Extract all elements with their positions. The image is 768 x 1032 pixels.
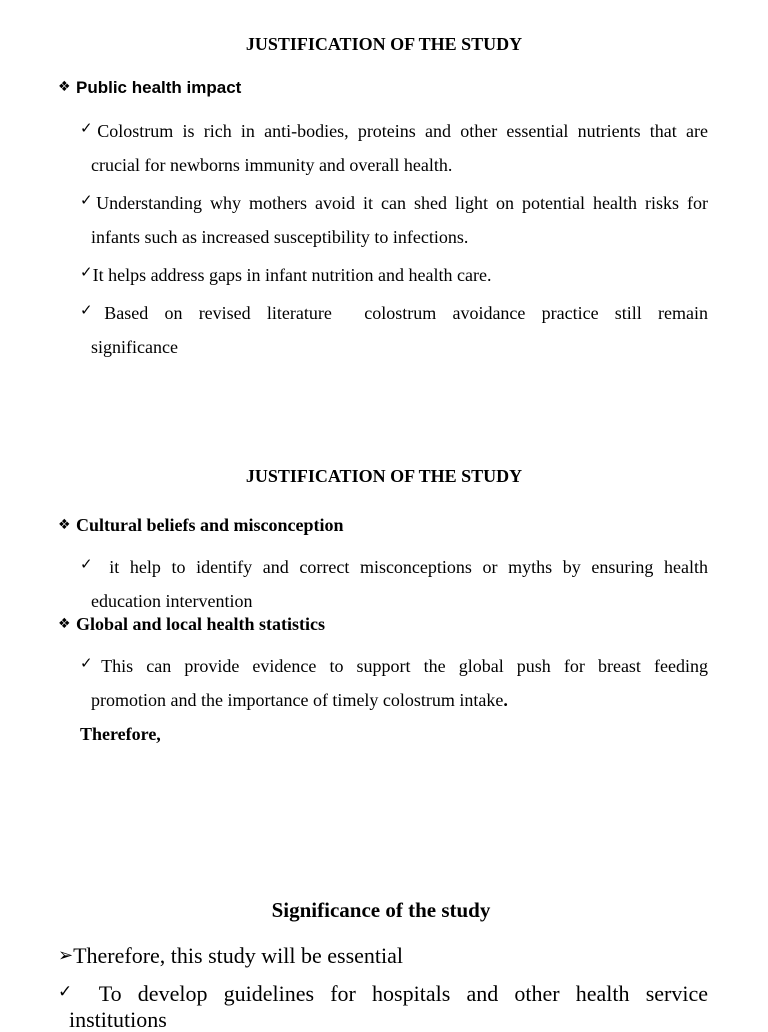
list-item [80, 293, 708, 364]
item-text-continued: significance [91, 337, 178, 357]
check-icon: ✓ [80, 263, 93, 281]
heading-label: Global and local health statistics [76, 614, 326, 634]
section1-heading [58, 78, 241, 98]
diamond-bullet-icon: ❖ [58, 616, 71, 632]
list-item [80, 183, 708, 254]
heading-label: Public health impact [76, 78, 242, 97]
list-item [80, 547, 708, 618]
section1-title: JUSTIFICATION OF THE STUDY [245, 34, 523, 54]
significance-title: Significance of the study [271, 898, 491, 922]
item-text: Colostrum is rich in anti-bodies, proteins and other essential nutrients that are [97, 121, 708, 141]
item-text: This can provide evidence to support the global push for breast feeding [101, 656, 708, 676]
item-text-continued: education intervention [91, 591, 253, 611]
diamond-bullet-icon: ❖ [58, 79, 71, 95]
item-text-continued: institutions [69, 1007, 167, 1032]
lead-text: Therefore, this study will be essential [73, 943, 404, 968]
item-text: To develop guidelines for hospitals and other health service [82, 981, 709, 1006]
list-item [80, 111, 708, 182]
item-text: Understanding why mothers avoid it can shed light on potential health risks for [96, 193, 708, 213]
therefore-label: Therefore, [80, 724, 161, 744]
section2-heading-cultural [58, 515, 344, 536]
list-item [80, 646, 708, 717]
significance-lead [58, 943, 403, 969]
heading-label: Cultural beliefs and misconception [76, 515, 344, 535]
check-icon: ✓ [80, 555, 99, 573]
arrow-bullet-icon: ➢ [58, 945, 74, 966]
item-text-continued: infants such as increased susceptibility to infections. [91, 227, 469, 247]
check-icon: ✓ [80, 191, 97, 209]
section2-title: JUSTIFICATION OF THE STUDY [245, 466, 523, 486]
item-text-continued: promotion and the importance of timely colostrum intake [91, 690, 504, 710]
period: . [503, 690, 508, 710]
item-text-continued: crucial for newborns immunity and overall health. [91, 155, 453, 175]
check-icon: ✓ [80, 301, 105, 319]
section2-heading-statistics [58, 614, 325, 635]
check-icon: ✓ [80, 654, 102, 672]
list-item [80, 255, 708, 292]
check-icon: ✓ [80, 119, 98, 137]
item-text: Based on revised literature colostrum avoidance practice still remain [104, 303, 708, 323]
item-text: it help to identify and correct misconceptions or myths by ensuring health [98, 557, 708, 577]
item-text: It helps address gaps in infant nutrition and health care. [92, 265, 492, 285]
diamond-bullet-icon: ❖ [58, 517, 71, 533]
check-icon: ✓ [58, 982, 83, 1002]
